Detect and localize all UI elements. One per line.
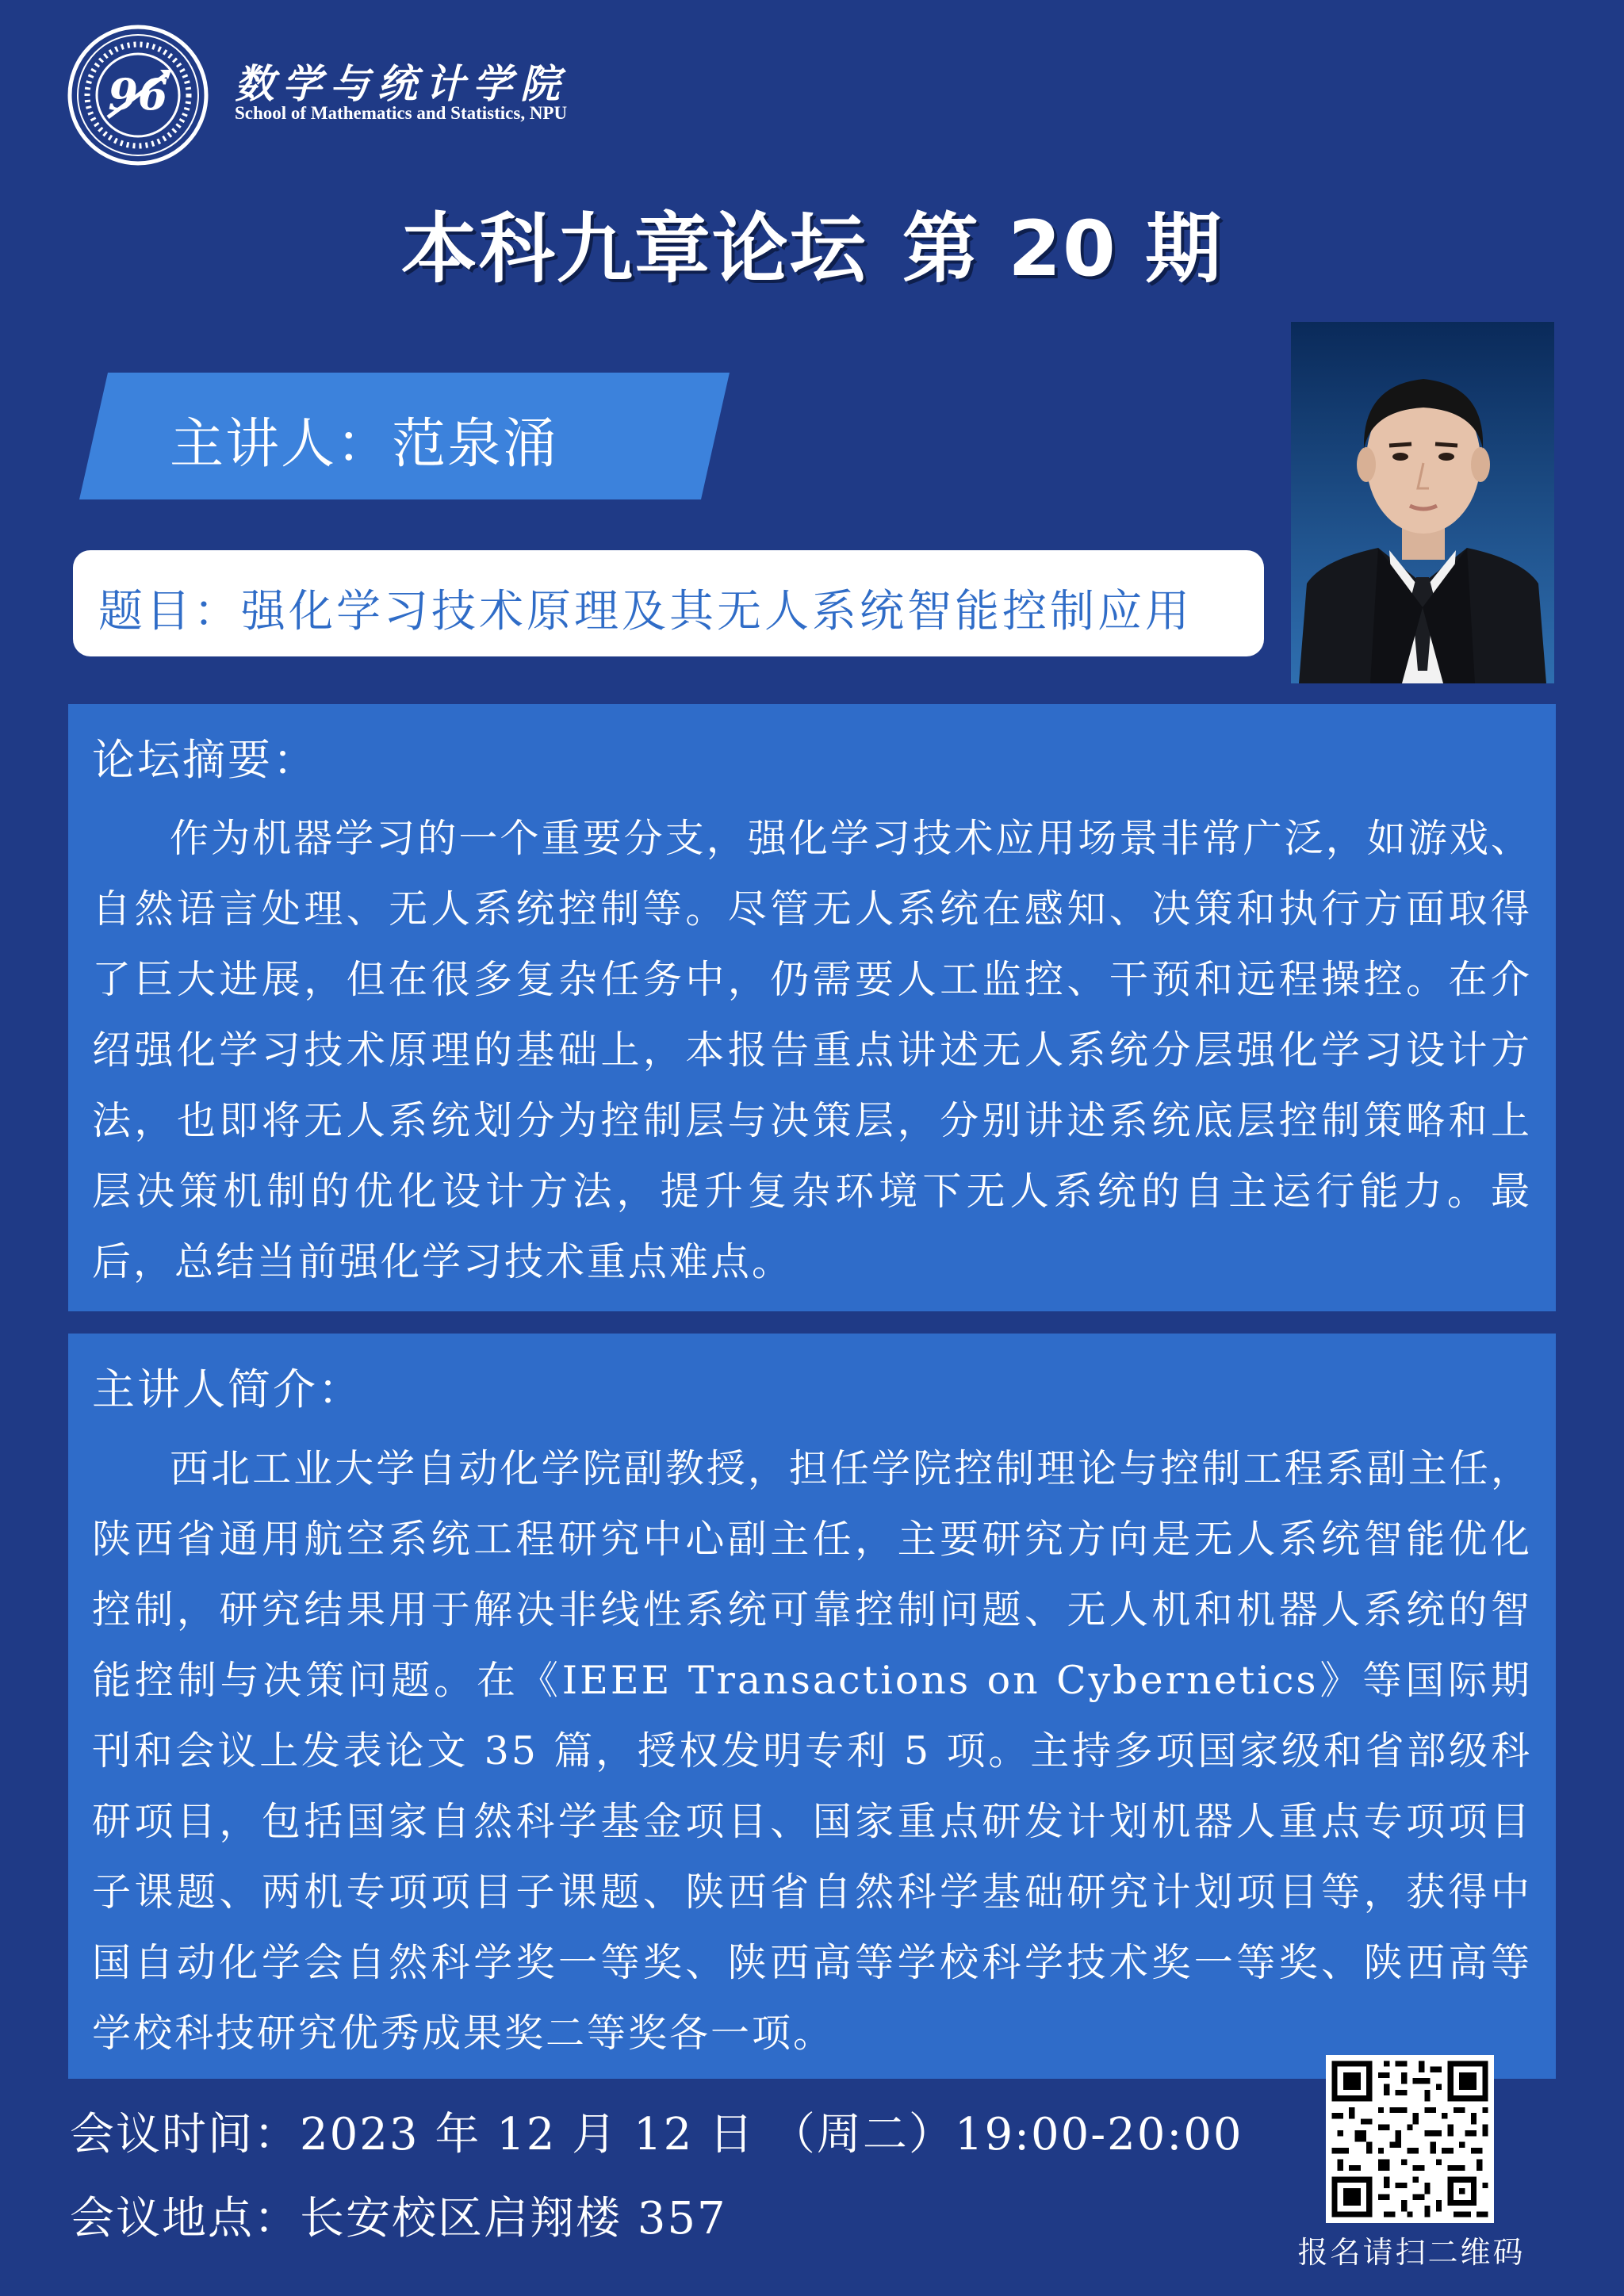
meeting-time: 会议时间：2023 年 12 月 12 日 （周二）19:00-20:00: [70, 2109, 1243, 2160]
meeting-place: 会议地点：长安校区启翔楼 357: [70, 2193, 727, 2244]
issue-number: 第 20 期: [902, 205, 1224, 293]
qr-caption: 报名请扫二维码: [1297, 2235, 1526, 2270]
topic-title: 题目：强化学习技术原理及其无人系统智能控制应用: [98, 586, 1193, 637]
page-title: [0, 189, 1624, 297]
speaker-photo: [1291, 322, 1554, 683]
abstract-body: 作为机器学习的一个重要分支，强化学习技术应用场景非常广泛，如游戏、自然语言处理、无人系统控制等。尽管无人系统在感知、决策和执行方面取得了巨大进展，但在很多复杂任务中，仍需要人工监控、干预和远程操控。在介绍强化学习技术原理的基础上，本报告重点讲述无人系统分层强化学习设计方法，也即将无人系统划分为控制层与决策层，分别讲述系统底层控制策略和上层决策机制的优化设计方法，提升复杂环境下无人系统的自主运行能力。最后，总结当前强化学习技术重点难点。: [92, 816, 1532, 1284]
svg-text:96: 96: [108, 69, 168, 120]
university-seal-icon: [67, 24, 209, 166]
qr-code-icon[interactable]: [1326, 2055, 1494, 2223]
school-name-cn: 数学与统计学院: [235, 60, 568, 107]
bio-body: 西北工业大学自动化学院副教授，担任学院控制理论与控制工程系副主任，陕西省通用航空系统工程研究中心副主任，主要研究方向是无人系统智能优化控制，研究结果用于解决非线性系统可靠控制问题、无人机和机器人系统的智能控制与决策问题。在《IEEE Transactions on Cybernetics》等国际期刊和会议上发表论文 35 篇，授权发明专利 5 项。主持多项国家级和省部级科研项目，包括国家自然科学基金项目、国家重点研发计划机器人重点专项项目子课题、两机专项项目子课题、陕西省自然科学基础研究计划项目等，获得中国自动化学会自然科学奖一等奖、陕西高等学校科学技术奖一等奖、陕西高等学校科技研究优秀成果奖二等奖各一项。: [92, 1446, 1532, 2056]
school-name-en: School of Mathematics and Statistics, NPU: [235, 103, 568, 123]
forum-name: 本科九章论坛: [400, 205, 868, 293]
speaker-label: 主讲人：范泉涌: [170, 413, 559, 476]
bio-heading: 主讲人简介：: [92, 1364, 363, 1414]
abstract-heading: 论坛摘要：: [92, 735, 318, 785]
